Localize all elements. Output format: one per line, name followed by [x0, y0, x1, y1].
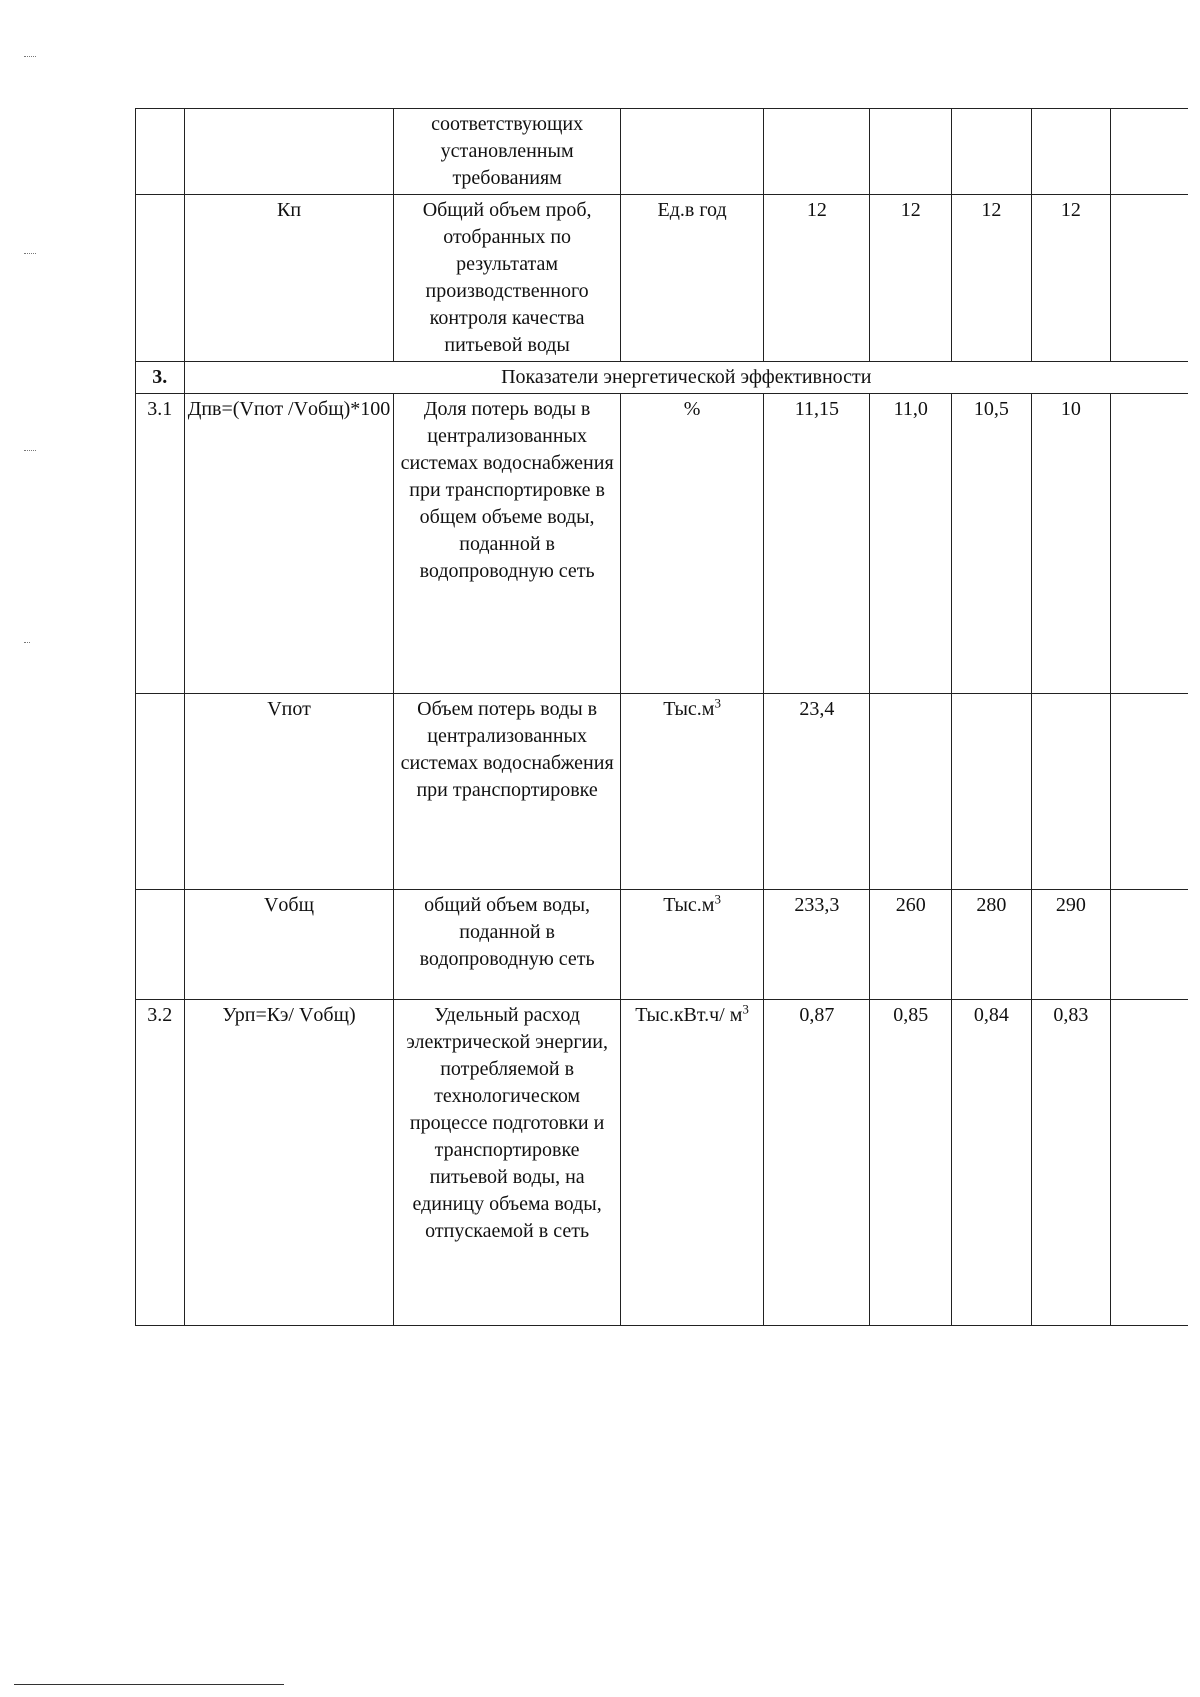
value-cell: 290: [1031, 890, 1111, 1000]
unit-cell: [620, 109, 764, 195]
value-cell: 12: [764, 195, 870, 362]
section-title: Показатели энергетической эффективности: [184, 362, 1188, 394]
value-cell: 11,0: [870, 394, 952, 694]
empty-cell: [1111, 694, 1188, 890]
indicator-name: Общий объем проб, отобранных по результатам производственного контроля качества питьевой воды: [394, 195, 620, 362]
table-row: [136, 394, 1189, 694]
scan-speck: [24, 450, 36, 451]
indicator-name: Удельный расход электрической энергии, потребляемой в технологическом процессе подготовки и транспортировке питьевой воды, на единицу объема воды, отпускаемой в сеть: [394, 1000, 620, 1326]
empty-cell: [1111, 1000, 1188, 1326]
formula-cell: Урп=Кэ/ Vобщ): [184, 1000, 394, 1326]
value-cell: [1031, 109, 1111, 195]
value-cell: [952, 694, 1032, 890]
section-number: 3.: [136, 362, 185, 394]
value-cell: [952, 109, 1032, 195]
value-cell: [870, 694, 952, 890]
indicator-name: Доля потерь воды в централизованных системах водоснабжения при транспортировке в общем объеме воды, поданной в водопроводную сеть: [394, 394, 620, 694]
row-index: 3.2: [136, 1000, 185, 1326]
empty-cell: [1111, 394, 1188, 694]
row-index: [136, 195, 185, 362]
row-index: 3.1: [136, 394, 185, 694]
empty-cell: [1111, 195, 1188, 362]
value-cell: [1031, 694, 1111, 890]
value-cell: 0,87: [764, 1000, 870, 1326]
value-cell: 260: [870, 890, 952, 1000]
unit-superscript: 3: [714, 891, 721, 907]
scan-speck: [24, 642, 30, 643]
table-row: [136, 109, 1189, 195]
value-cell: 0,83: [1031, 1000, 1111, 1326]
row-index: [136, 694, 185, 890]
value-cell: 0,84: [952, 1000, 1032, 1326]
value-cell: 0,85: [870, 1000, 952, 1326]
unit-superscript: 3: [742, 1001, 749, 1017]
row-index: [136, 109, 185, 195]
value-cell: 280: [952, 890, 1032, 1000]
unit-cell: %: [620, 394, 764, 694]
indicator-name: Объем потерь воды в централизованных системах водоснабжения при транспортировке: [394, 694, 620, 890]
table-row: [136, 1000, 1189, 1326]
value-cell: [764, 109, 870, 195]
value-cell: 10: [1031, 394, 1111, 694]
row-index: [136, 890, 185, 1000]
formula-cell: [184, 109, 394, 195]
unit-cell: [620, 1000, 764, 1326]
value-cell: 10,5: [952, 394, 1032, 694]
empty-cell: [1111, 890, 1188, 1000]
value-cell: 12: [952, 195, 1032, 362]
indicator-name: соответствующих установленным требованиям: [394, 109, 620, 195]
unit-base: Тыс.м: [663, 894, 715, 916]
scan-speck: [24, 56, 36, 57]
empty-cell: [1111, 109, 1188, 195]
unit-cell: Ед.в год: [620, 195, 764, 362]
value-cell: 11,15: [764, 394, 870, 694]
value-cell: 233,3: [764, 890, 870, 1000]
section-header-row: [136, 362, 1189, 394]
indicator-name: общий объем воды, поданной в водопроводную сеть: [394, 890, 620, 1000]
formula-cell: Кп: [184, 195, 394, 362]
unit-base: Тыс.кВт.ч/ м: [635, 1004, 743, 1026]
value-cell: 12: [1031, 195, 1111, 362]
value-cell: 12: [870, 195, 952, 362]
indicators-table: [135, 108, 1188, 1326]
unit-superscript: 3: [714, 695, 721, 711]
unit-cell: [620, 694, 764, 890]
scan-speck: [24, 253, 36, 254]
formula-cell: Vобщ: [184, 890, 394, 1000]
value-cell: [870, 109, 952, 195]
formula-cell: Vпот: [184, 694, 394, 890]
footer-rule: [14, 1684, 284, 1685]
unit-cell: [620, 890, 764, 1000]
table-row: [136, 195, 1189, 362]
formula-cell: Дпв=(Vпот /Vобщ)*100: [184, 394, 394, 694]
table-row: [136, 694, 1189, 890]
table-row: [136, 890, 1189, 1000]
value-cell: 23,4: [764, 694, 870, 890]
unit-base: Тыс.м: [663, 698, 715, 720]
